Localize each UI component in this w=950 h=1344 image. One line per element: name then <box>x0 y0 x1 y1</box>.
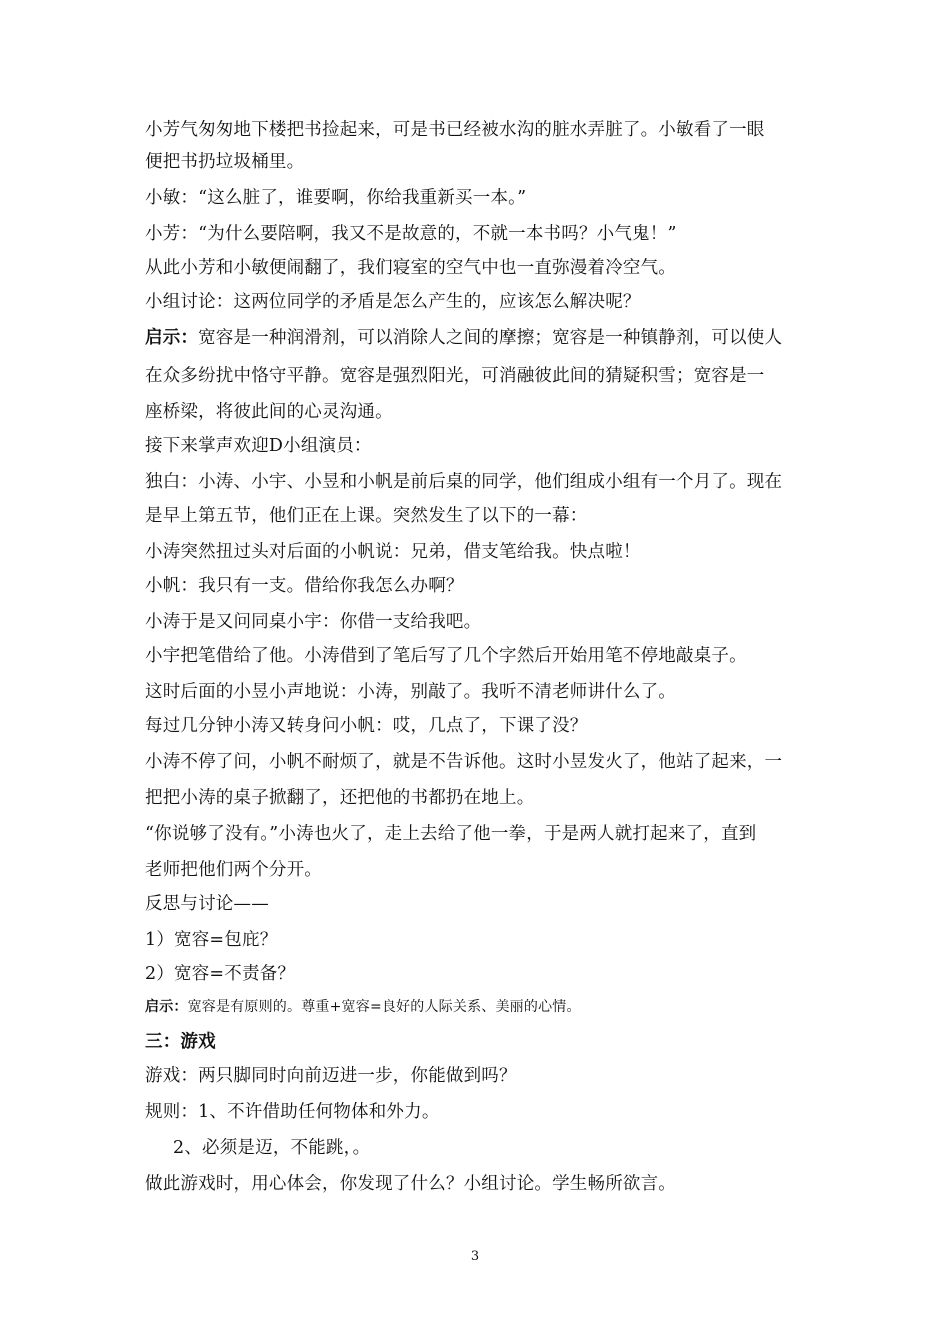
text-line: 反思与讨论—— <box>145 894 269 914</box>
text-line: 2）宽容=不责备？ <box>145 964 296 984</box>
hint-paragraph-line: 启示：宽容是一种润滑剂，可以消除人之间的摩擦；宽容是一种镇静剂，可以使人 <box>145 328 783 348</box>
text-line: 小芳气匆匆地下楼把书捡起来，可是书已经被水沟的脏水弄脏了。小敏看了一眼 <box>145 120 765 140</box>
text-line: 小组讨论：这两位同学的矛盾是怎么产生的，应该怎么解决呢？ <box>145 292 641 312</box>
text-line: 是早上第五节，他们正在上课。突然发生了以下的一幕： <box>145 506 588 526</box>
text-line: 每过几分钟小涛又转身问小帆：哎，几点了，下课了没？ <box>145 716 588 736</box>
text-line: 独白：小涛、小宇、小昱和小帆是前后桌的同学，他们组成小组有一个月了。现在 <box>145 472 783 492</box>
text-line: 接下来掌声欢迎D小组演员： <box>145 436 372 456</box>
text-line: 规则：1、不许借助任何物体和外力。 <box>145 1102 440 1122</box>
text-line: 小芳：“为什么要陪啊，我又不是故意的，不就一本书吗？小气鬼！” <box>145 224 677 244</box>
text-line: “你说够了没有。”小涛也火了，走上去给了他一拳，于是两人就打起来了，直到 <box>145 824 757 844</box>
text-line: 从此小芳和小敏便闹翻了，我们寝室的空气中也一直弥漫着冷空气。 <box>145 258 676 278</box>
hint-label: 启示： <box>145 999 188 1015</box>
text-line: 小涛不停了问，小帆不耐烦了，就是不告诉他。这时小昱发火了，他站了起来，一 <box>145 752 783 772</box>
text-line: 这时后面的小昱小声地说：小涛，别敲了。我听不清老师讲什么了。 <box>145 682 676 702</box>
text-line: 座桥梁，将彼此间的心灵沟通。 <box>145 402 393 422</box>
text-line: 小涛突然扭过头对后面的小帆说：兄弟，借支笔给我。快点啦！ <box>145 542 641 562</box>
text-line: 小帆：我只有一支。借给你我怎么办啊？ <box>145 576 464 596</box>
text-line: 在众多纷扰中恪守平静。宽容是强烈阳光，可消融彼此间的猜疑积雪；宽容是一 <box>145 366 765 386</box>
text-line: 小宇把笔借给了他。小涛借到了笔后写了几个字然后开始用笔不停地敲桌子。 <box>145 646 747 666</box>
hint-label: 启示： <box>145 328 199 348</box>
text-line: 做此游戏时，用心体会，你发现了什么？小组讨论。学生畅所欲言。 <box>145 1174 676 1194</box>
text-line: 1）宽容=包庇？ <box>145 930 278 950</box>
text-line: 老师把他们两个分开。 <box>145 860 322 880</box>
text-line: 便把书扔垃圾桶里。 <box>145 152 305 172</box>
text-line: 游戏：两只脚同时向前迈进一步，你能做到吗？ <box>145 1066 517 1086</box>
text-line: 把把小涛的桌子掀翻了，还把他的书都扔在地上。 <box>145 788 535 808</box>
section-heading: 三：游戏 <box>145 1032 216 1052</box>
text-line: 2、必须是迈，不能跳，。 <box>173 1138 371 1158</box>
hint-paragraph-line: 启示：宽容是有原则的。尊重+宽容=良好的人际关系、美丽的心情。 <box>145 999 581 1015</box>
text-line: 小涛于是又问同桌小宇：你借一支给我吧。 <box>145 612 482 632</box>
page-number: 3 <box>470 1249 480 1264</box>
text-line: 小敏：“这么脏了，谁要啊，你给我重新买一本。” <box>145 188 527 208</box>
